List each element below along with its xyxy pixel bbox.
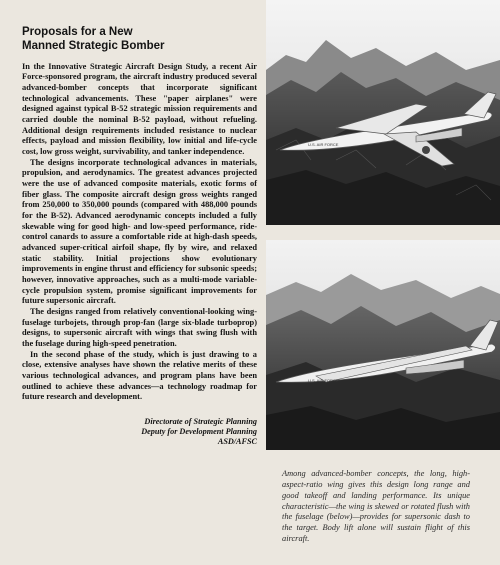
photo-bomber-wing-extended	[266, 0, 500, 225]
signature-block	[22, 417, 257, 447]
paragraph-3: The designs ranged from relatively conventional-looking wing-fuselage turbojets, through prop-fan (large six-blade turboprop) designs, to supersonic aircraft with wings that swing flush with the fuselage during high-speed penetration.	[22, 307, 257, 349]
photo-bomber-wing-skewed	[266, 240, 500, 450]
signature-line-3: ASD/AFSC	[217, 436, 257, 446]
article-column	[22, 26, 257, 447]
aircraft-top-marking: U.S. AIR FORCE	[308, 142, 339, 147]
article-title	[22, 26, 257, 54]
figure-caption: Among advanced-bomber concepts, the long, high-aspect-ratio wing gives this design long range and good takeoff and landing performance. Its unique characteristic—the wing is skewed or rotated flush with the fuselage (below)—provides for supersonic dash to the target. Body lift alone will sustain flight of this aircraft.	[282, 469, 470, 543]
signature-line-1: Directorate of Strategic Planning	[144, 417, 257, 427]
aircraft-bottom-marking: U.S. AIR FORCE	[308, 378, 339, 383]
paragraph-1: In the Innovative Strategic Aircraft Design Study, a recent Air Force-sponsored program, the aircraft industry produced several advanced-bomber concepts that incorporate significant technological advancements. These "paper airplanes" were designed against typical B-52 strategic mission requirements and carried double the nominal B-52 payload, without refueling. Additional design requirements included resistance to nuclear effects, payload and mission flexibility, low initial and life-cycle cost, low gross weight, survivability, and tanker independence.	[22, 61, 257, 156]
signature-line-2: Deputy for Development Planning	[141, 426, 257, 436]
title-line-2: Manned Strategic Bomber	[22, 39, 165, 52]
paragraph-2: The designs incorporate technological advances in materials, propulsion, and aerodynamics. The greatest advances projected were the use of advanced composite materials, exotic forms of fiber glass. The composite aircraft design gross weights ranged from 250,000 to 350,000 pounds (compared with 488,000 pounds for the B-52). Advanced aerodynamic concepts included a fully skewable wing for good high- and low-speed performance, ride-control canards to assure a comfortable ride at high-dash speeds, advanced super-critical airfoil shape, fly by wire, and relaxed static stability. Initial projections show evolutionary improvements in engine thrust and efficiency for subsonic speeds; however, innovative approaches, such as a multi-mode variable-cycle propulsion system, promise significant improvements for future supersonic aircraft.	[22, 157, 257, 306]
paragraph-4: In the second phase of the study, which is just drawing to a close, extensive analyses have shown the relative merits of these various technological advances, and program plans have been outlined to achieve these advances—a technology roadmap for future research and development.	[22, 349, 257, 402]
title-line-1: Proposals for a New	[22, 26, 133, 38]
